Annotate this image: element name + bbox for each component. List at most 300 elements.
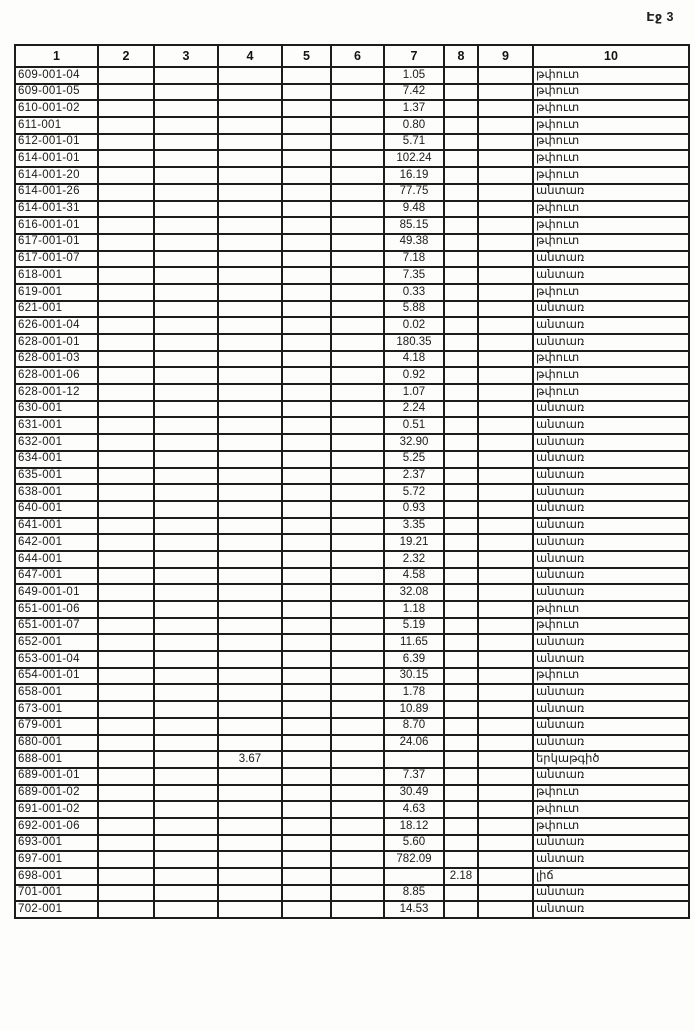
cell-col3 [154,251,218,268]
cell-col2 [98,201,154,218]
cell-col9 [478,618,533,635]
cell-parcel-code: 644-001 [15,551,98,568]
cell-col9 [478,401,533,418]
cell-col3 [154,367,218,384]
cell-parcel-code: 641-001 [15,518,98,535]
cell-col8 [444,618,478,635]
cell-col9 [478,67,533,84]
cell-col8 [444,735,478,752]
cell-col4 [218,117,282,134]
cell-col2 [98,251,154,268]
cell-landuse-label: թփուտ [533,201,689,218]
cell-col6 [331,684,384,701]
table-header [15,45,689,67]
cell-landuse-label: թփուտ [533,668,689,685]
cell-col2 [98,484,154,501]
cell-col8 [444,117,478,134]
cell-landuse-label: անտառ [533,401,689,418]
cell-col5 [282,167,331,184]
cell-area-value [384,751,444,768]
cell-col2 [98,668,154,685]
cell-parcel-code: 621-001 [15,301,98,318]
cell-col6 [331,84,384,101]
cell-landuse-label: անտառ [533,851,689,868]
cell-col2 [98,851,154,868]
cell-col8 [444,584,478,601]
cell-col9 [478,201,533,218]
cell-col2 [98,634,154,651]
cell-col9 [478,785,533,802]
cell-col9 [478,801,533,818]
column-header: 10 [533,45,689,67]
cell-col2 [98,301,154,318]
cell-col4 [218,184,282,201]
cell-col8 [444,351,478,368]
cell-col3 [154,301,218,318]
cell-col8 [444,201,478,218]
cell-col2 [98,701,154,718]
cell-parcel-code: 651-001-07 [15,618,98,635]
cell-col5 [282,317,331,334]
cell-col4 [218,601,282,618]
column-header: 3 [154,45,218,67]
cell-col5 [282,351,331,368]
cell-col9 [478,601,533,618]
cell-col3 [154,67,218,84]
cell-col5 [282,217,331,234]
cell-col4 [218,568,282,585]
table-header-row [15,45,689,67]
cell-col8 [444,234,478,251]
table-row [15,134,689,151]
cell-parcel-code: 635-001 [15,468,98,485]
cell-col5 [282,851,331,868]
cell-area-value: 30.49 [384,785,444,802]
table-row [15,601,689,618]
cell-parcel-code: 642-001 [15,534,98,551]
cell-col4 [218,367,282,384]
cell-col3 [154,718,218,735]
cell-col5 [282,835,331,852]
cell-col8 [444,785,478,802]
cell-col6 [331,184,384,201]
cell-col3 [154,184,218,201]
cell-col3 [154,501,218,518]
cell-col2 [98,518,154,535]
cell-area-value: 14.53 [384,901,444,918]
cell-area-value: 5.88 [384,301,444,318]
column-header: 6 [331,45,384,67]
cell-col3 [154,401,218,418]
cell-parcel-code: 609-001-05 [15,84,98,101]
cell-area-value: 7.35 [384,267,444,284]
cell-col8 [444,84,478,101]
cell-col9 [478,434,533,451]
cell-col8 [444,501,478,518]
table-row [15,84,689,101]
cell-parcel-code: 652-001 [15,634,98,651]
cell-col6 [331,785,384,802]
table-row [15,317,689,334]
cell-col3 [154,267,218,284]
cell-col2 [98,167,154,184]
table-row [15,384,689,401]
column-header: 9 [478,45,533,67]
cell-landuse-label: թփուտ [533,67,689,84]
table-row [15,835,689,852]
cell-col6 [331,367,384,384]
cell-col2 [98,334,154,351]
cell-col2 [98,401,154,418]
cell-parcel-code: 628-001-06 [15,367,98,384]
cell-landuse-label: թփուտ [533,134,689,151]
cell-col6 [331,468,384,485]
cell-parcel-code: 610-001-02 [15,100,98,117]
cell-col4 [218,217,282,234]
cell-col9 [478,584,533,601]
cell-landuse-label: թփուտ [533,785,689,802]
cell-landuse-label: անտառ [533,417,689,434]
cell-parcel-code: 702-001 [15,901,98,918]
cell-col5 [282,84,331,101]
cell-landuse-label: անտառ [533,634,689,651]
table-row [15,184,689,201]
cell-col3 [154,150,218,167]
cell-col8 [444,801,478,818]
cell-area-value: 24.06 [384,735,444,752]
cell-col3 [154,117,218,134]
cell-col4 [218,701,282,718]
cell-col4 [218,167,282,184]
cell-parcel-code: 614-001-01 [15,150,98,167]
cell-col2 [98,67,154,84]
cell-col4 [218,501,282,518]
cell-parcel-code: 698-001 [15,868,98,885]
cell-col8 [444,484,478,501]
cell-col4: 3.67 [218,751,282,768]
cell-landuse-label: անտառ [533,684,689,701]
cell-col9 [478,317,533,334]
cell-col4 [218,434,282,451]
cell-col8 [444,251,478,268]
cell-col4 [218,584,282,601]
cell-col4 [218,334,282,351]
cell-area-value: 2.24 [384,401,444,418]
cell-col8 [444,701,478,718]
cell-col2 [98,785,154,802]
cell-col4 [218,84,282,101]
cell-col4 [218,251,282,268]
cell-col2 [98,184,154,201]
cell-col9 [478,651,533,668]
cell-col5 [282,134,331,151]
cell-col4 [218,735,282,752]
cell-col8 [444,284,478,301]
cell-col3 [154,234,218,251]
cell-col8 [444,551,478,568]
cell-col5 [282,901,331,918]
cell-col2 [98,468,154,485]
cell-col3 [154,835,218,852]
cell-col4 [218,234,282,251]
cell-col9 [478,234,533,251]
column-header: 7 [384,45,444,67]
cell-parcel-code: 691-001-02 [15,801,98,818]
cell-col9 [478,751,533,768]
cell-col5 [282,818,331,835]
cell-landuse-label: անտառ [533,735,689,752]
cell-col3 [154,534,218,551]
cell-col9 [478,184,533,201]
cell-area-value: 782.09 [384,851,444,868]
cell-col6 [331,768,384,785]
cell-col9 [478,851,533,868]
cell-col2 [98,835,154,852]
cell-col8 [444,668,478,685]
cell-col4 [218,284,282,301]
cell-area-value [384,868,444,885]
cell-col9 [478,284,533,301]
cell-parcel-code: 680-001 [15,735,98,752]
cell-col6 [331,701,384,718]
cell-col9 [478,668,533,685]
cell-col9 [478,835,533,852]
cell-parcel-code: 647-001 [15,568,98,585]
cell-col8 [444,534,478,551]
cell-area-value: 0.80 [384,117,444,134]
cell-col6 [331,618,384,635]
cell-col2 [98,768,154,785]
cell-col8 [444,267,478,284]
cell-landuse-label: թփուտ [533,234,689,251]
cell-col4 [218,684,282,701]
cell-col4 [218,901,282,918]
cell-area-value: 102.24 [384,150,444,167]
cell-col8 [444,651,478,668]
cell-col3 [154,334,218,351]
cell-col5 [282,668,331,685]
cell-col2 [98,284,154,301]
cell-landuse-label: թփուտ [533,801,689,818]
cell-col5 [282,801,331,818]
cell-col5 [282,684,331,701]
cell-col3 [154,351,218,368]
cell-col6 [331,901,384,918]
table-row [15,150,689,167]
cell-col5 [282,468,331,485]
cell-col6 [331,601,384,618]
cell-area-value: 49.38 [384,234,444,251]
cell-landuse-label: անտառ [533,334,689,351]
cell-landuse-label: թփուտ [533,618,689,635]
cell-parcel-code: 654-001-01 [15,668,98,685]
table-row [15,334,689,351]
cell-col5 [282,251,331,268]
cell-col8 [444,334,478,351]
cell-col6 [331,718,384,735]
cell-landuse-label: անտառ [533,551,689,568]
cell-landuse-label: անտառ [533,835,689,852]
cell-col3 [154,201,218,218]
cell-col8 [444,451,478,468]
cell-parcel-code: 697-001 [15,851,98,868]
cell-area-value: 1.78 [384,684,444,701]
table-row [15,684,689,701]
cell-col3 [154,668,218,685]
cell-col4 [218,351,282,368]
cell-col9 [478,901,533,918]
cell-col3 [154,868,218,885]
cell-col5 [282,67,331,84]
cell-landuse-label: թփուտ [533,150,689,167]
cell-landuse-label: թփուտ [533,384,689,401]
cell-area-value: 0.02 [384,317,444,334]
cell-area-value: 5.72 [384,484,444,501]
cell-col6 [331,451,384,468]
cell-col9 [478,718,533,735]
cell-col2 [98,217,154,234]
table-row [15,534,689,551]
cell-col8 [444,851,478,868]
cell-landuse-label: անտառ [533,184,689,201]
cell-col8 [444,684,478,701]
cell-parcel-code: 617-001-01 [15,234,98,251]
cell-col9 [478,150,533,167]
cell-col5 [282,401,331,418]
cell-col9 [478,568,533,585]
cell-parcel-code: 614-001-20 [15,167,98,184]
table-row [15,651,689,668]
cell-col4 [218,551,282,568]
table-row [15,801,689,818]
cell-col4 [218,868,282,885]
cell-col4 [218,768,282,785]
cell-area-value: 0.93 [384,501,444,518]
cell-area-value: 5.71 [384,134,444,151]
cell-parcel-code: 653-001-04 [15,651,98,668]
cell-col6 [331,267,384,284]
cell-area-value: 0.92 [384,367,444,384]
cell-col4 [218,534,282,551]
cell-col8 [444,901,478,918]
cell-col8 [444,317,478,334]
table-row [15,267,689,284]
cell-col6 [331,201,384,218]
cell-col5 [282,434,331,451]
cell-col3 [154,484,218,501]
cell-col6 [331,317,384,334]
cell-col9 [478,634,533,651]
cell-col9 [478,217,533,234]
table-row [15,868,689,885]
cell-col6 [331,284,384,301]
cell-area-value: 1.37 [384,100,444,117]
cell-area-value: 5.19 [384,618,444,635]
cell-area-value: 10.89 [384,701,444,718]
cell-col3 [154,84,218,101]
cell-landuse-label: անտառ [533,568,689,585]
cell-col4 [218,134,282,151]
cell-col2 [98,84,154,101]
cell-col6 [331,384,384,401]
cell-col3 [154,901,218,918]
table-row [15,618,689,635]
table-row [15,634,689,651]
cell-parcel-code: 618-001 [15,267,98,284]
cell-parcel-code: 673-001 [15,701,98,718]
cell-parcel-code: 628-001-03 [15,351,98,368]
cell-col8 [444,518,478,535]
cell-col2 [98,434,154,451]
cell-parcel-code: 692-001-06 [15,818,98,835]
cell-col5 [282,601,331,618]
cell-landuse-label: անտառ [533,584,689,601]
column-header: 8 [444,45,478,67]
cell-landuse-label: լիճ [533,868,689,885]
cell-landuse-label: թփուտ [533,367,689,384]
cell-col3 [154,851,218,868]
cell-col9 [478,367,533,384]
table-row [15,885,689,902]
cell-parcel-code: 701-001 [15,885,98,902]
cell-col4 [218,401,282,418]
cell-parcel-code: 614-001-31 [15,201,98,218]
cell-col3 [154,284,218,301]
cell-col2 [98,885,154,902]
cell-col4 [218,885,282,902]
cell-col4 [218,518,282,535]
cell-col3 [154,885,218,902]
column-header: 2 [98,45,154,67]
cell-col6 [331,751,384,768]
cell-parcel-code: 631-001 [15,417,98,434]
land-registry-table [14,44,690,919]
cell-col2 [98,651,154,668]
cell-parcel-code: 619-001 [15,284,98,301]
table-body [15,67,689,918]
cell-col4 [218,668,282,685]
cell-area-value: 3.35 [384,518,444,535]
cell-area-value: 32.90 [384,434,444,451]
cell-col6 [331,434,384,451]
cell-parcel-code: 638-001 [15,484,98,501]
cell-col6 [331,835,384,852]
cell-parcel-code: 630-001 [15,401,98,418]
cell-col9 [478,134,533,151]
cell-col8 [444,468,478,485]
cell-col6 [331,67,384,84]
cell-area-value: 30.15 [384,668,444,685]
table-row [15,468,689,485]
cell-area-value: 5.60 [384,835,444,852]
cell-landuse-label: անտառ [533,885,689,902]
cell-parcel-code: 628-001-01 [15,334,98,351]
cell-col6 [331,868,384,885]
cell-col2 [98,901,154,918]
cell-col2 [98,735,154,752]
column-header: 5 [282,45,331,67]
cell-area-value: 18.12 [384,818,444,835]
cell-col4 [218,718,282,735]
table-row [15,551,689,568]
table-row [15,584,689,601]
cell-col4 [218,618,282,635]
cell-col8 [444,67,478,84]
cell-col3 [154,768,218,785]
cell-col4 [218,468,282,485]
cell-col9 [478,518,533,535]
table-row [15,668,689,685]
